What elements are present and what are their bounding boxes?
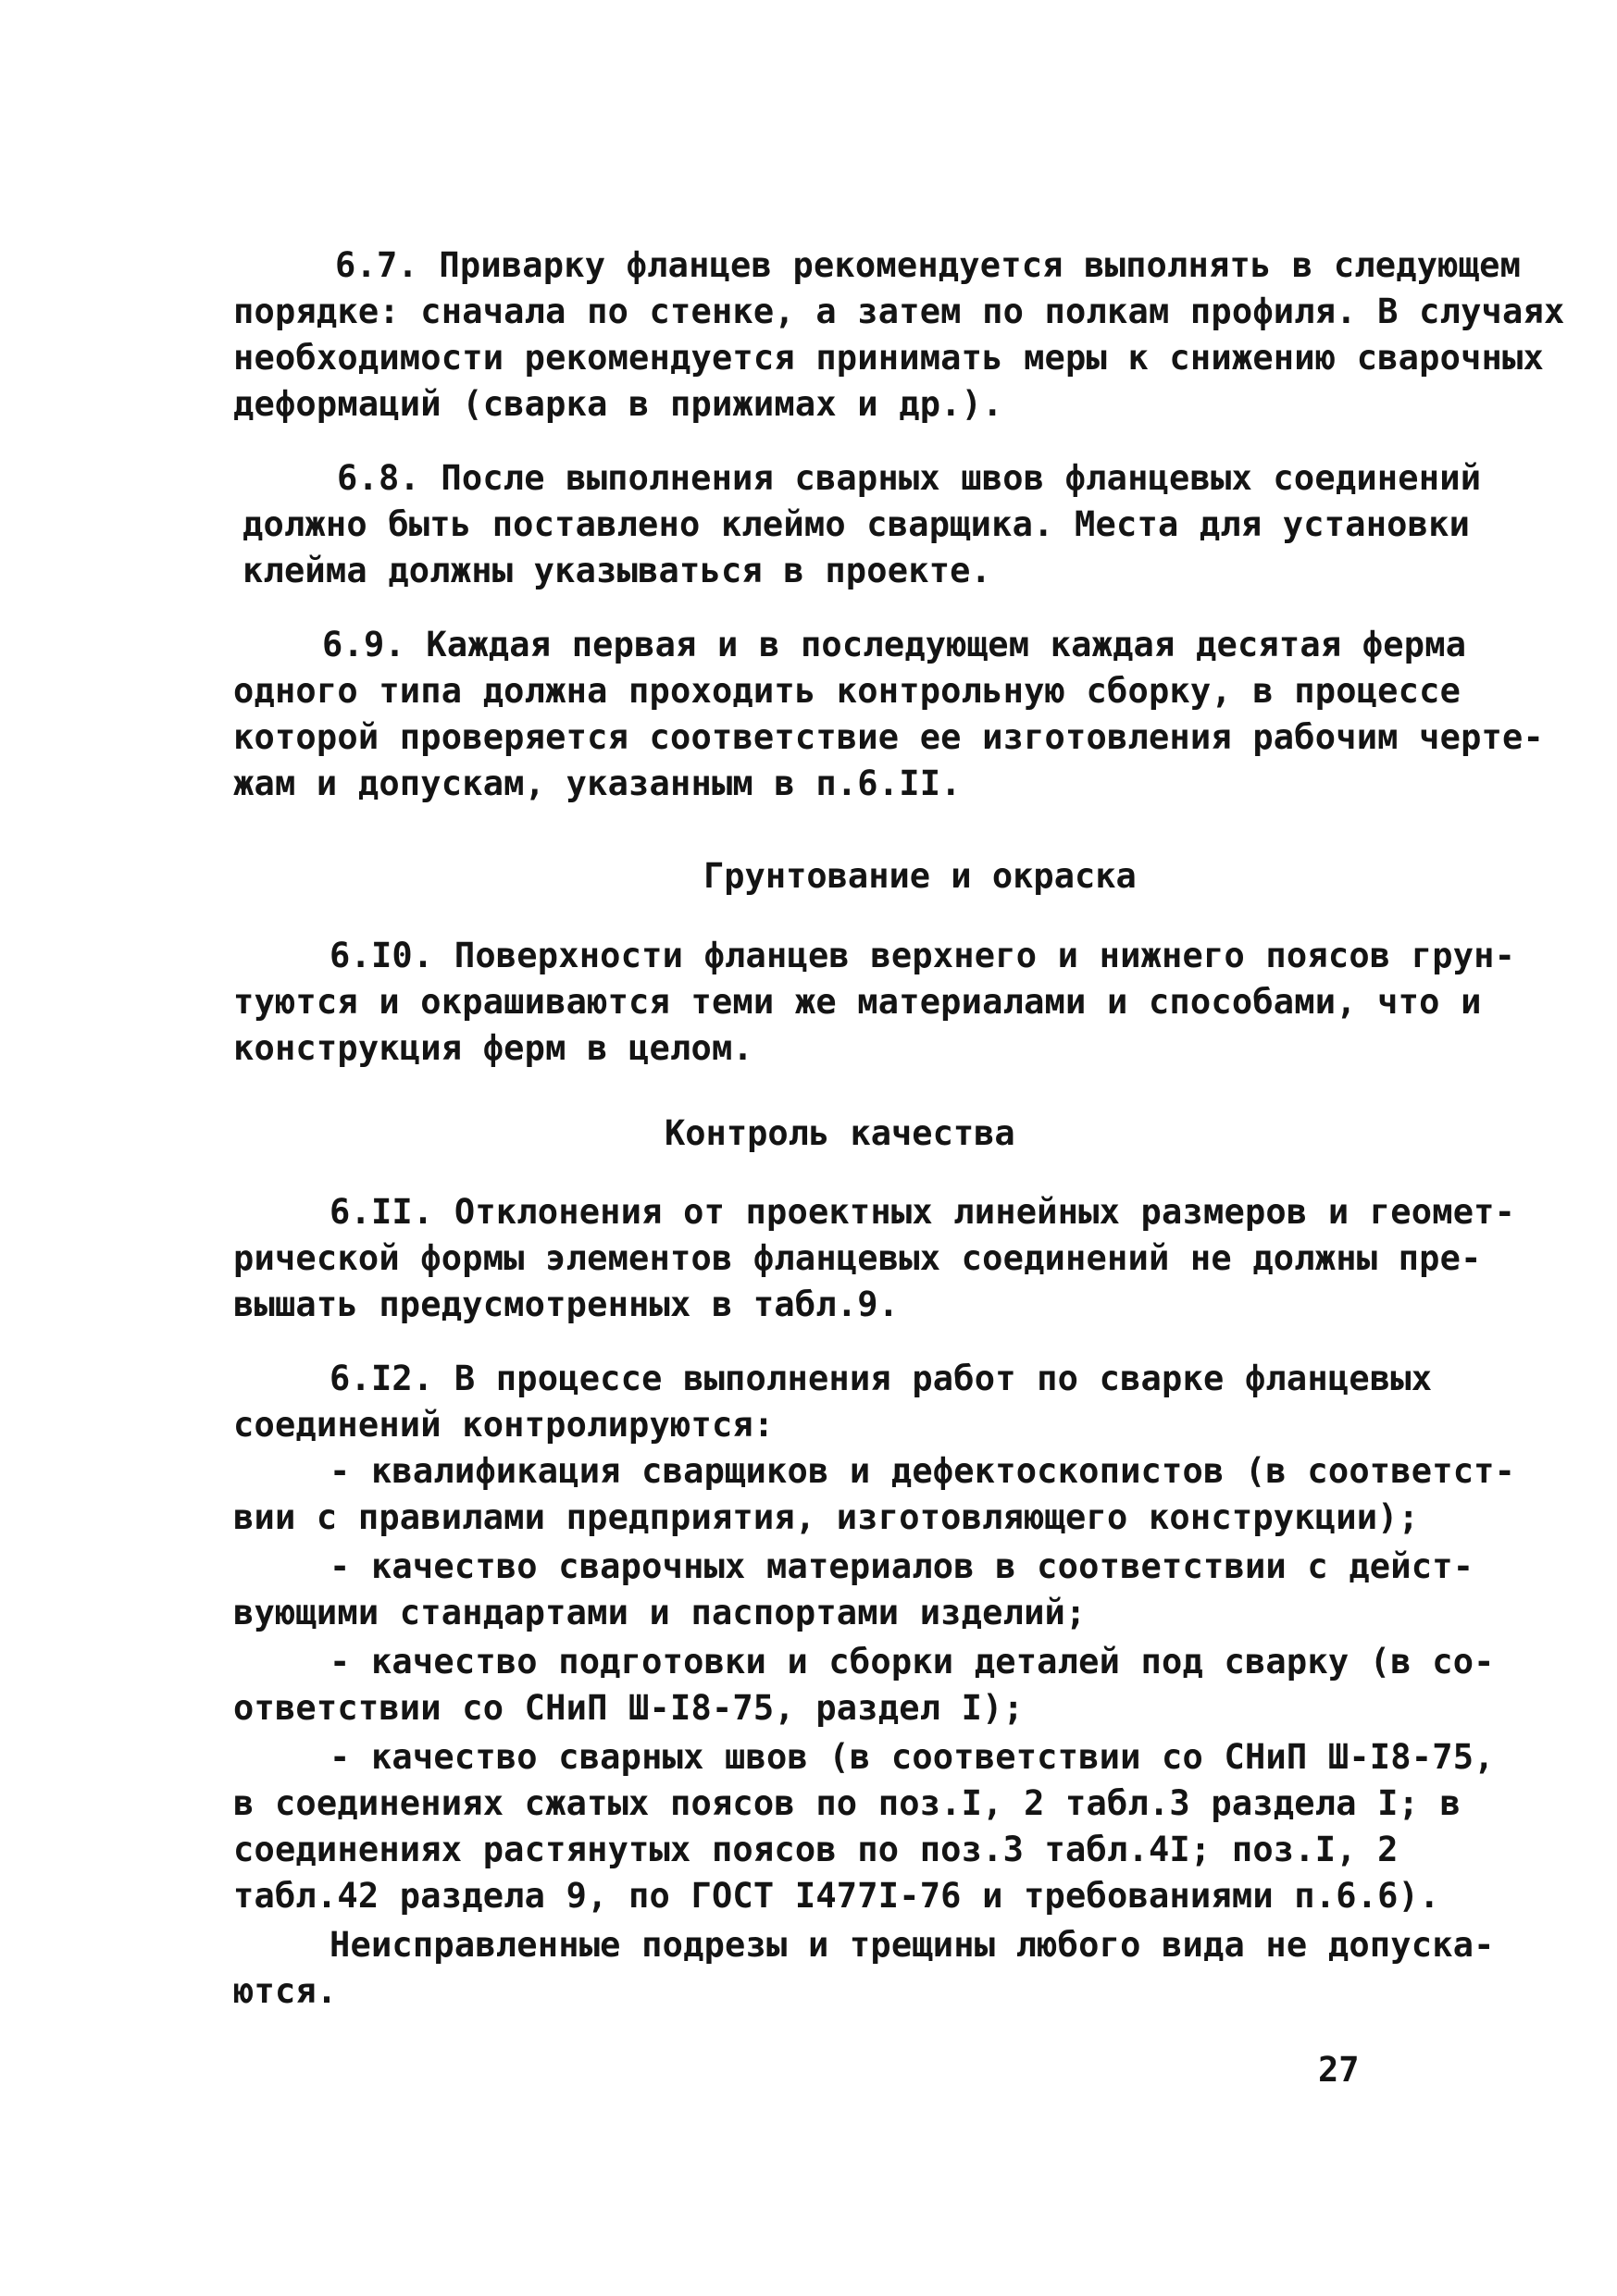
section-heading-quality: Контроль качества — [665, 1113, 1015, 1153]
text-line: 6.I2. В процессе выполнения работ по сварке фланцевых — [330, 1359, 1433, 1398]
text-line: соединениях растянутых поясов по поз.3 табл.4I; поз.I, 2 — [233, 1830, 1399, 1869]
text-line: вующими стандартами и паспортами изделий; — [233, 1593, 1087, 1632]
text-line: 6.II. Отклонения от проектных линейных размеров и геомет- — [330, 1192, 1516, 1232]
text-line: 6.9. Каждая первая и в последующем каждая десятая ферма — [322, 625, 1467, 664]
list-item: - качество подготовки и сборки деталей под сварку (в со- — [330, 1642, 1495, 1682]
text-line: которой проверяется соответствие ее изготовления рабочим черте- — [233, 717, 1544, 757]
list-item: - качество сварных швов (в соответствии со СНиП Ш-I8-75, — [330, 1737, 1495, 1777]
text-line: конструкция ферм в целом. — [233, 1028, 753, 1068]
text-line: деформаций (сварка в прижимах и др.). — [233, 384, 1003, 424]
text-line: одного типа должна проходить контрольную сборку, в процессе — [233, 671, 1462, 711]
list-item: - качество сварочных материалов в соответствии с дейст- — [330, 1546, 1474, 1586]
text-line: клейма должны указываться в проекте. — [243, 551, 992, 590]
text-line: 6.I0. Поверхности фланцев верхнего и нижнего поясов грун- — [330, 936, 1516, 975]
section-heading-priming: Грунтование и окраска — [703, 856, 1137, 896]
text-line: в соединениях сжатых поясов по поз.I, 2 табл.3 раздела I; в — [233, 1783, 1462, 1823]
text-line: ются. — [233, 1971, 338, 2011]
page-number: 27 — [1318, 2050, 1360, 2090]
text-line: порядке: сначала по стенке, а затем по полкам профиля. В случаях — [233, 292, 1565, 331]
text-line: 6.7. Приварку фланцев рекомендуется выполнять в следующем — [335, 245, 1522, 285]
text-line: вии с правилами предприятия, изготовляющего конструкции); — [233, 1497, 1420, 1537]
text-line: должно быть поставлено клеймо сварщика. Места для установки — [243, 504, 1471, 544]
text-line: ответствии со СНиП Ш-I8-75, раздел I); — [233, 1688, 1025, 1728]
text-line: жам и допускам, указанным в п.6.II. — [233, 763, 962, 803]
text-line: Неисправленные подрезы и трещины любого вида не допуска- — [330, 1925, 1495, 1965]
text-line: вышать предусмотренных в табл.9. — [233, 1285, 900, 1324]
text-line: необходимости рекомендуется принимать меры к снижению сварочных — [233, 338, 1544, 378]
text-line: туются и окрашиваются теми же материалами и способами, что и — [233, 982, 1482, 1022]
text-line: 6.8. После выполнения сварных швов фланцевых соединений — [337, 458, 1482, 498]
list-item: - квалификация сварщиков и дефектоскопистов (в соответст- — [330, 1451, 1516, 1491]
text-line: соединений контролируются: — [233, 1405, 775, 1445]
text-line: табл.42 раздела 9, по ГОСТ I477I-76 и требованиями п.6.6). — [233, 1876, 1440, 1916]
text-line: рической формы элементов фланцевых соединений не должны пре- — [233, 1238, 1482, 1278]
